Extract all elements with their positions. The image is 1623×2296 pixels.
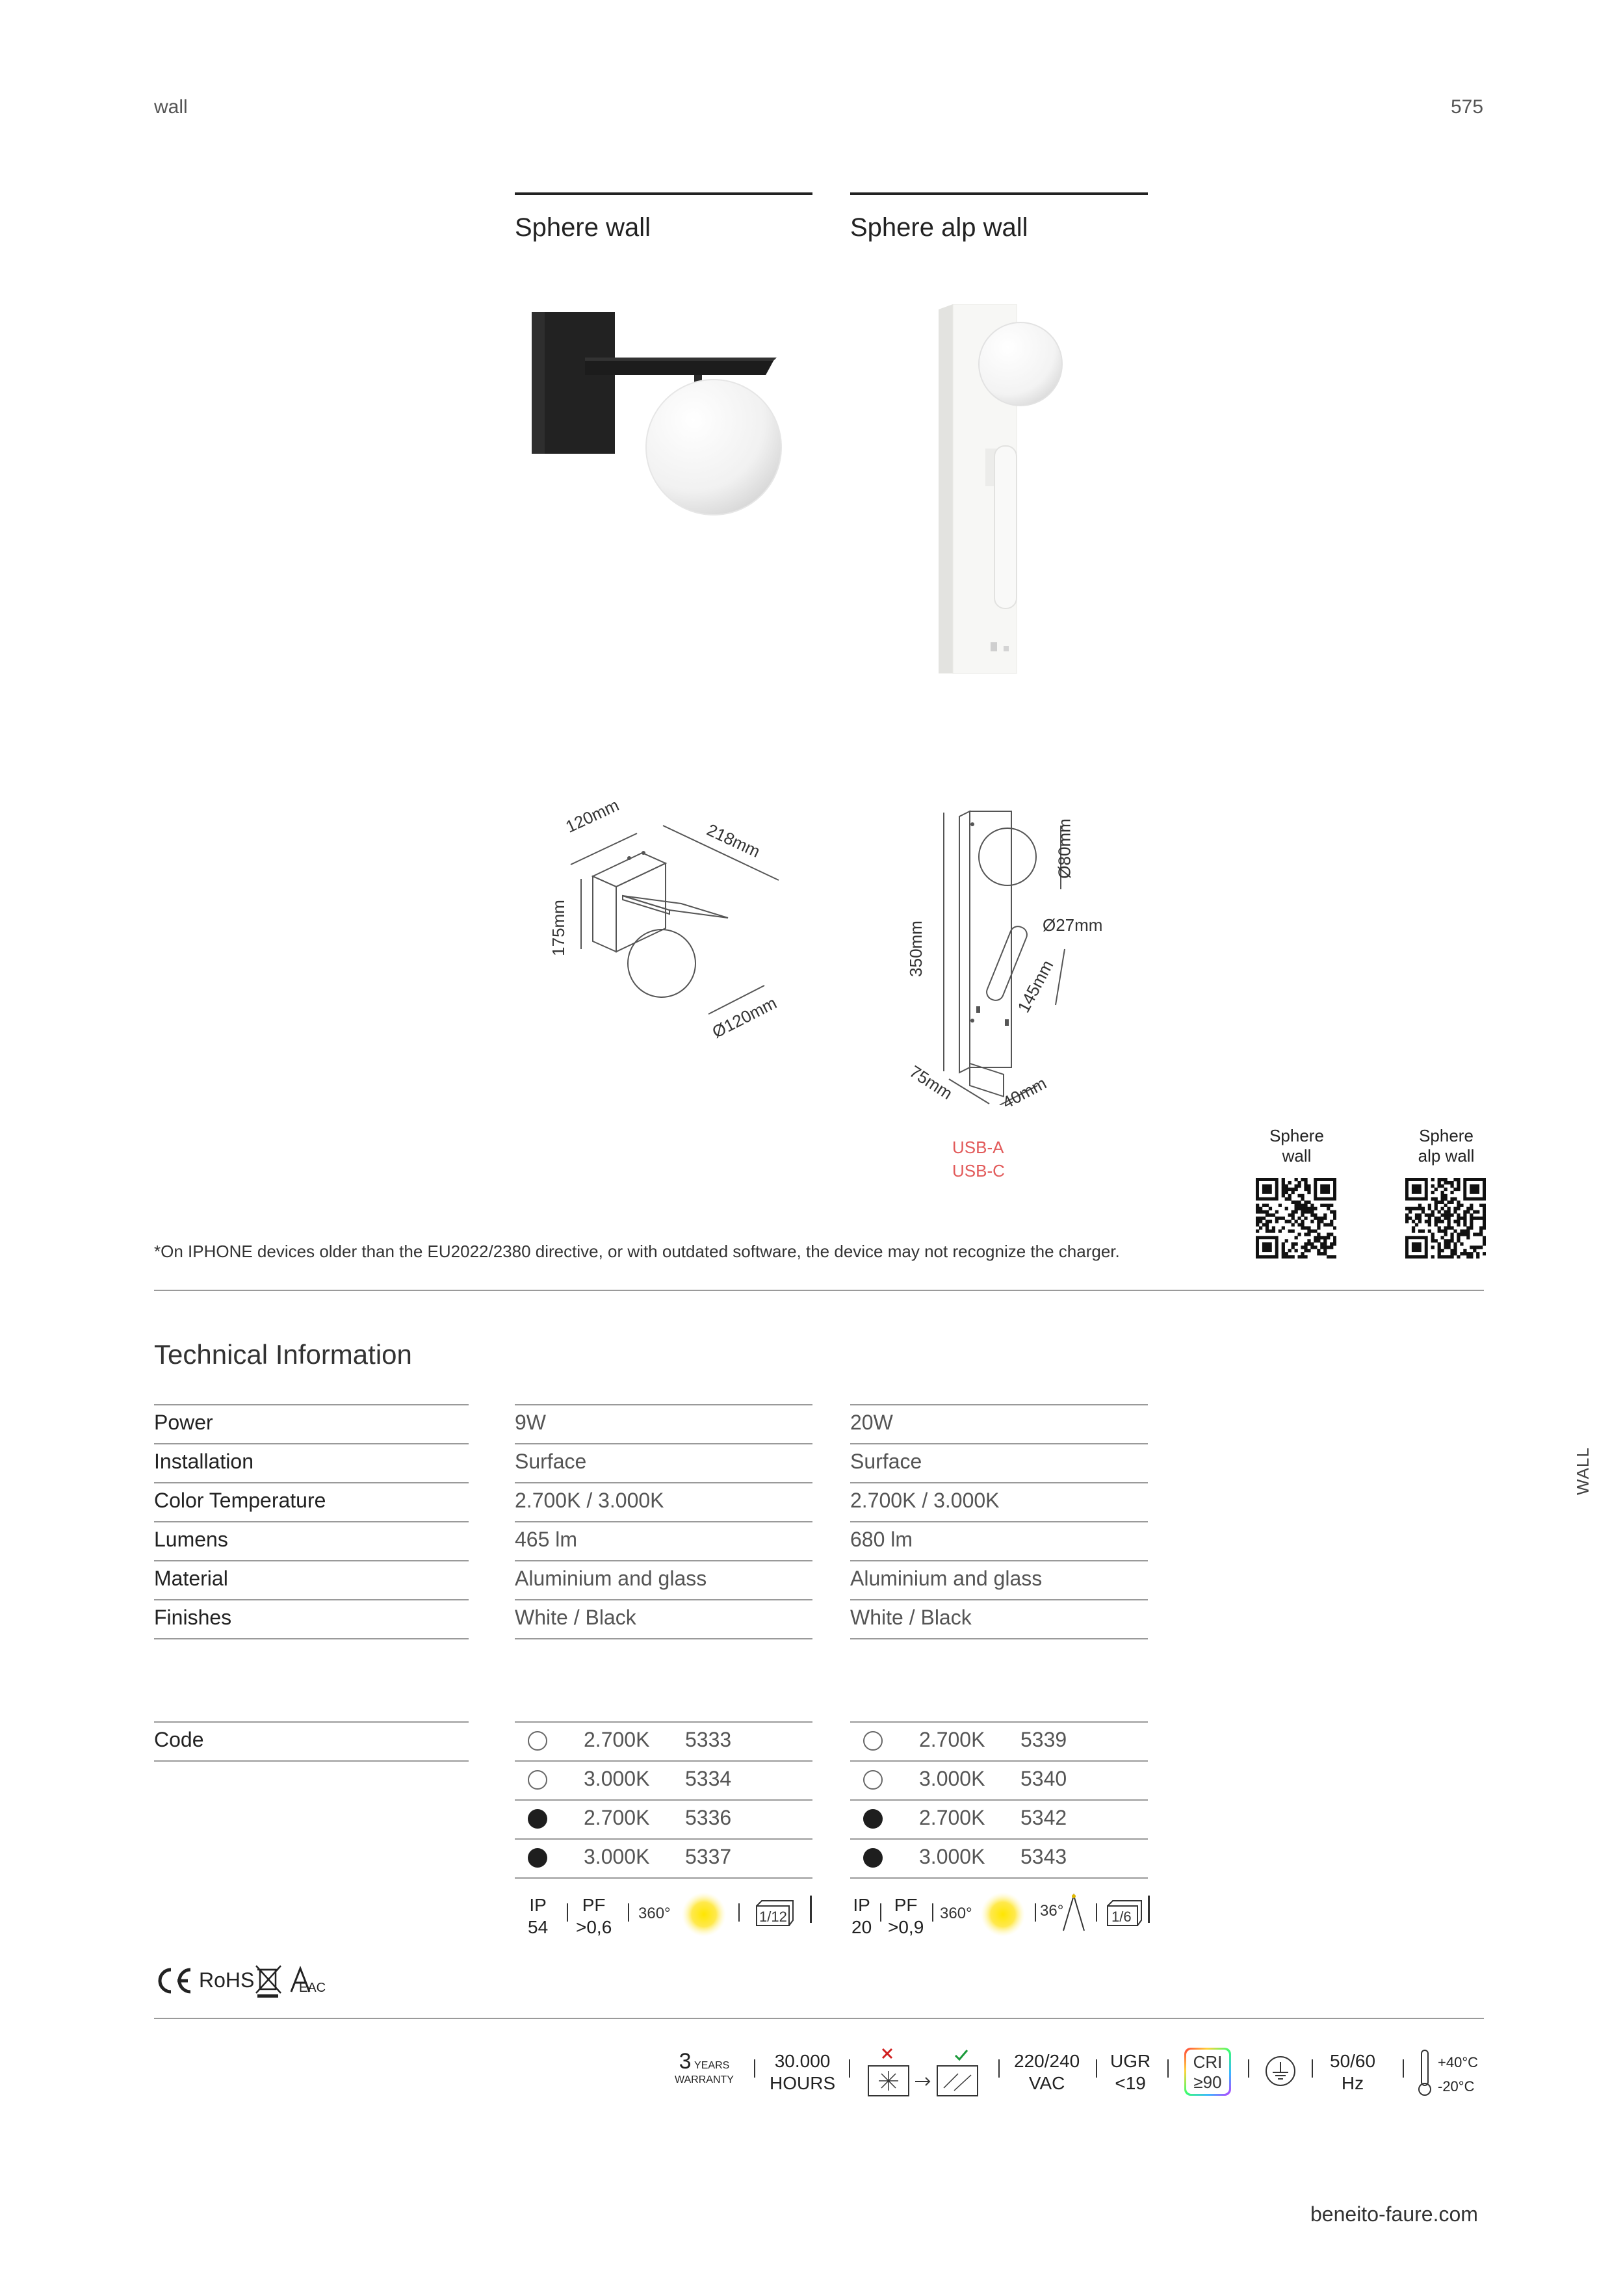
- black-finish-swatch: [863, 1809, 883, 1829]
- sphere-alp-wall-photo: [923, 304, 1079, 681]
- white-finish-swatch: [863, 1731, 883, 1751]
- separator: [810, 1896, 812, 1923]
- white-finish-swatch: [528, 1731, 547, 1751]
- tech-label: Lumens: [154, 1528, 228, 1551]
- separator: [567, 1903, 568, 1922]
- product-code: 5334: [685, 1767, 732, 1790]
- col1-top-rule: [515, 192, 812, 195]
- product-title-sphere-alp-wall: Sphere alp wall: [850, 213, 1028, 242]
- code-row-rule: [515, 1721, 812, 1723]
- code-label: Code: [154, 1728, 204, 1751]
- lifetime-hours: [770, 2050, 835, 2094]
- dim-width: 120mm: [562, 795, 622, 837]
- voltage-spec: [1014, 2050, 1080, 2094]
- tech-value-col2: Surface: [850, 1450, 922, 1473]
- usb-a-label: USB-A: [952, 1138, 1004, 1157]
- section-divider: [154, 1290, 1484, 1291]
- light-glow-icon: [681, 1892, 727, 1937]
- tech-row-rule: [154, 1599, 469, 1600]
- voltage-value: 220/240: [1014, 2051, 1080, 2071]
- website-link[interactable]: beneito-faure.com: [1310, 2202, 1478, 2226]
- tech-row-rule: [515, 1443, 812, 1444]
- tech-label: Finishes: [154, 1606, 232, 1629]
- frequency-spec: [1330, 2050, 1375, 2094]
- code-row-rule: [850, 1721, 1148, 1723]
- tech-value-col2: Aluminium and glass: [850, 1567, 1043, 1590]
- code-label-top-rule: [154, 1721, 469, 1723]
- light-glow-icon: [980, 1892, 1026, 1937]
- glass-replace-icon: [864, 2046, 994, 2104]
- code-row-rule: [850, 1838, 1148, 1840]
- ip-label: IP: [529, 1895, 547, 1915]
- product-code: 5336: [685, 1806, 732, 1829]
- ugr-spec: [1110, 2050, 1150, 2094]
- side-section-label: WALL: [1573, 1447, 1592, 1495]
- tech-value-col1: 9W: [515, 1411, 546, 1434]
- qr-caption-line2: alp wall: [1418, 1146, 1475, 1166]
- tech-row-rule: [515, 1599, 812, 1600]
- code-label-bottom-rule: [154, 1760, 469, 1762]
- tech-label: Installation: [154, 1450, 253, 1473]
- separator: [1148, 1896, 1150, 1923]
- tech-row-rule: [850, 1638, 1148, 1639]
- code-row-rule: [515, 1838, 812, 1840]
- usb-c-label: USB-C: [952, 1161, 1005, 1181]
- product-code: 5343: [1020, 1845, 1067, 1868]
- separator: [1096, 1903, 1097, 1922]
- angle-col1: 360°: [638, 1905, 671, 1922]
- tech-value-col1: Aluminium and glass: [515, 1567, 707, 1590]
- temp-min: -20°C: [1438, 2078, 1475, 2095]
- code-row-rule: [850, 1877, 1148, 1879]
- tech-row-rule: [515, 1560, 812, 1561]
- pf-value: >0,9: [888, 1916, 924, 1937]
- temp-max: +40°C: [1438, 2054, 1479, 2070]
- thermometer-icon: [1416, 2048, 1434, 2097]
- qr-caption-sphere-alp-wall: [1404, 1126, 1488, 1166]
- temperature-range: [1438, 2050, 1478, 2099]
- separator: [880, 1903, 881, 1922]
- separator: [1035, 1903, 1036, 1922]
- pf-label: PF: [582, 1895, 606, 1915]
- ce-mark-icon: [154, 1966, 194, 1996]
- tech-row-rule: [515, 1482, 812, 1483]
- qr-caption-sphere-wall: [1254, 1126, 1339, 1166]
- separator: [1096, 2059, 1097, 2078]
- qr-caption-line1: Sphere: [1419, 1126, 1474, 1145]
- tech-row-rule: [515, 1521, 812, 1522]
- pf-value: >0,6: [576, 1916, 612, 1937]
- dim-height: 175mm: [548, 900, 568, 956]
- tech-row-rule: [850, 1404, 1148, 1405]
- tech-value-col2: White / Black: [850, 1606, 972, 1629]
- product-title-sphere-wall: Sphere wall: [515, 213, 651, 242]
- tech-row-rule: [850, 1521, 1148, 1522]
- col2-top-rule: [850, 192, 1148, 195]
- dim-alp-width: 40mm: [998, 1073, 1050, 1113]
- pf-label: PF: [894, 1895, 918, 1915]
- hours-number: 30.000: [774, 2051, 831, 2071]
- warranty-badge: [675, 2049, 734, 2086]
- page-number: 575: [1451, 96, 1484, 118]
- svg-text:EAC: EAC: [299, 1981, 326, 1995]
- footer-divider: [154, 2018, 1484, 2019]
- weee-bin-icon: [253, 1963, 283, 1998]
- code-temperature: 2.700K: [584, 1806, 650, 1829]
- ip-rating-col1: [528, 1894, 548, 1938]
- tech-value-col1: White / Black: [515, 1606, 636, 1629]
- ip-label: IP: [853, 1895, 870, 1915]
- dim-alp-height: 350mm: [905, 920, 926, 977]
- black-finish-swatch: [528, 1809, 547, 1829]
- tech-label: Material: [154, 1567, 228, 1590]
- angle-col2: 360°: [940, 1905, 972, 1922]
- ugr-value: <19: [1115, 2072, 1146, 2093]
- beam-cone-icon: [1061, 1893, 1087, 1933]
- code-row-rule: [850, 1799, 1148, 1801]
- code-temperature: 3.000K: [584, 1767, 650, 1790]
- code-row-rule: [850, 1760, 1148, 1762]
- qr-caption-line2: wall: [1282, 1146, 1312, 1166]
- dim-reader: Ø27mm: [1043, 915, 1103, 935]
- product-code: 5339: [1020, 1728, 1067, 1751]
- product-code: 5337: [685, 1845, 732, 1868]
- cri-label: CRI: [1193, 2052, 1223, 2072]
- dim-globe: Ø80mm: [1054, 818, 1074, 879]
- separator: [932, 1903, 933, 1922]
- tech-row-rule: [154, 1443, 469, 1444]
- separator: [754, 2059, 755, 2078]
- separator: [1312, 2059, 1313, 2078]
- black-finish-swatch: [863, 1848, 883, 1868]
- tech-row-rule: [515, 1638, 812, 1639]
- code-row-rule: [515, 1877, 812, 1879]
- sphere-wall-photo: [520, 299, 806, 533]
- warranty-years: YEARS: [694, 2060, 730, 2071]
- code-temperature: 3.000K: [584, 1845, 650, 1868]
- voltage-unit: VAC: [1028, 2072, 1065, 2093]
- tech-row-rule: [515, 1404, 812, 1405]
- ip-rating-col2: [851, 1894, 872, 1938]
- dim-depth: 218mm: [703, 820, 764, 861]
- beam-angle-col2: 36°: [1040, 1902, 1064, 1920]
- code-temperature: 2.700K: [919, 1806, 985, 1829]
- tech-label: Power: [154, 1411, 213, 1434]
- ip-value: 54: [528, 1916, 549, 1937]
- section-header: wall: [154, 96, 188, 118]
- ip-value: 20: [851, 1916, 872, 1937]
- tech-row-rule: [850, 1482, 1148, 1483]
- black-finish-swatch: [528, 1848, 547, 1868]
- tech-value-col1: Surface: [515, 1450, 587, 1473]
- code-row-rule: [515, 1760, 812, 1762]
- qr-caption-line1: Sphere: [1269, 1126, 1324, 1145]
- code-temperature: 3.000K: [919, 1767, 985, 1790]
- rohs-label: RoHS: [199, 1968, 255, 1992]
- qr-code-sphere-wall[interactable]: [1256, 1178, 1336, 1259]
- tech-row-rule: [154, 1482, 469, 1483]
- dim-diameter: Ø120mm: [708, 993, 780, 1042]
- ugr-label: UGR: [1110, 2051, 1151, 2071]
- power-factor-col2: [888, 1894, 924, 1938]
- tech-row-rule: [850, 1599, 1148, 1600]
- product-code: 5342: [1020, 1806, 1067, 1829]
- eac-mark-icon: [287, 1963, 326, 1997]
- tech-row-rule: [154, 1560, 469, 1561]
- separator: [628, 1903, 629, 1922]
- warranty-number: 3: [679, 2049, 692, 2074]
- frequency-value: 50/60: [1330, 2051, 1376, 2071]
- separator: [998, 2059, 1000, 2078]
- dim-alp-depth: 75mm: [905, 1061, 956, 1104]
- tech-value-col1: 465 lm: [515, 1528, 578, 1551]
- warranty-word: WARRANTY: [675, 2074, 734, 2085]
- qr-code-sphere-alp-wall[interactable]: [1405, 1178, 1486, 1259]
- cri-badge: [1184, 2048, 1231, 2096]
- hours-label: HOURS: [770, 2072, 836, 2093]
- ground-class-icon: [1264, 2054, 1297, 2088]
- power-factor-col1: [576, 1894, 612, 1938]
- tech-info-title: Technical Information: [154, 1339, 412, 1370]
- separator: [849, 2059, 850, 2078]
- tech-value-col2: 20W: [850, 1411, 893, 1434]
- iphone-note: *On IPHONE devices older than the EU2022/2380 directive, or with outdated software, the device may not recognize the charger.: [154, 1242, 1120, 1261]
- class-col2: 1/6: [1111, 1909, 1132, 1925]
- separator: [1403, 2059, 1404, 2078]
- tech-value-col1: 2.700K / 3.000K: [515, 1489, 664, 1512]
- tech-row-rule: [154, 1521, 469, 1522]
- class-col1: 1/12: [759, 1909, 787, 1925]
- tech-row-rule: [154, 1638, 469, 1639]
- tech-row-rule: [850, 1443, 1148, 1444]
- tech-row-rule: [154, 1404, 469, 1405]
- tech-value-col2: 680 lm: [850, 1528, 913, 1551]
- cri-value: ≥90: [1193, 2072, 1222, 2093]
- tech-label: Color Temperature: [154, 1489, 326, 1512]
- code-temperature: 3.000K: [919, 1845, 985, 1868]
- code-temperature: 2.700K: [584, 1728, 650, 1751]
- tech-row-rule: [850, 1560, 1148, 1561]
- product-code: 5333: [685, 1728, 732, 1751]
- frequency-unit: Hz: [1341, 2072, 1364, 2093]
- tech-value-col2: 2.700K / 3.000K: [850, 1489, 1000, 1512]
- sphere-alp-wall-drawing: [910, 806, 1079, 1105]
- separator: [1248, 2059, 1249, 2078]
- white-finish-swatch: [863, 1770, 883, 1790]
- dim-arm: 145mm: [1013, 956, 1058, 1016]
- separator: [738, 1903, 740, 1922]
- code-temperature: 2.700K: [919, 1728, 985, 1751]
- separator: [1167, 2059, 1169, 2078]
- product-code: 5340: [1020, 1767, 1067, 1790]
- white-finish-swatch: [528, 1770, 547, 1790]
- code-row-rule: [515, 1799, 812, 1801]
